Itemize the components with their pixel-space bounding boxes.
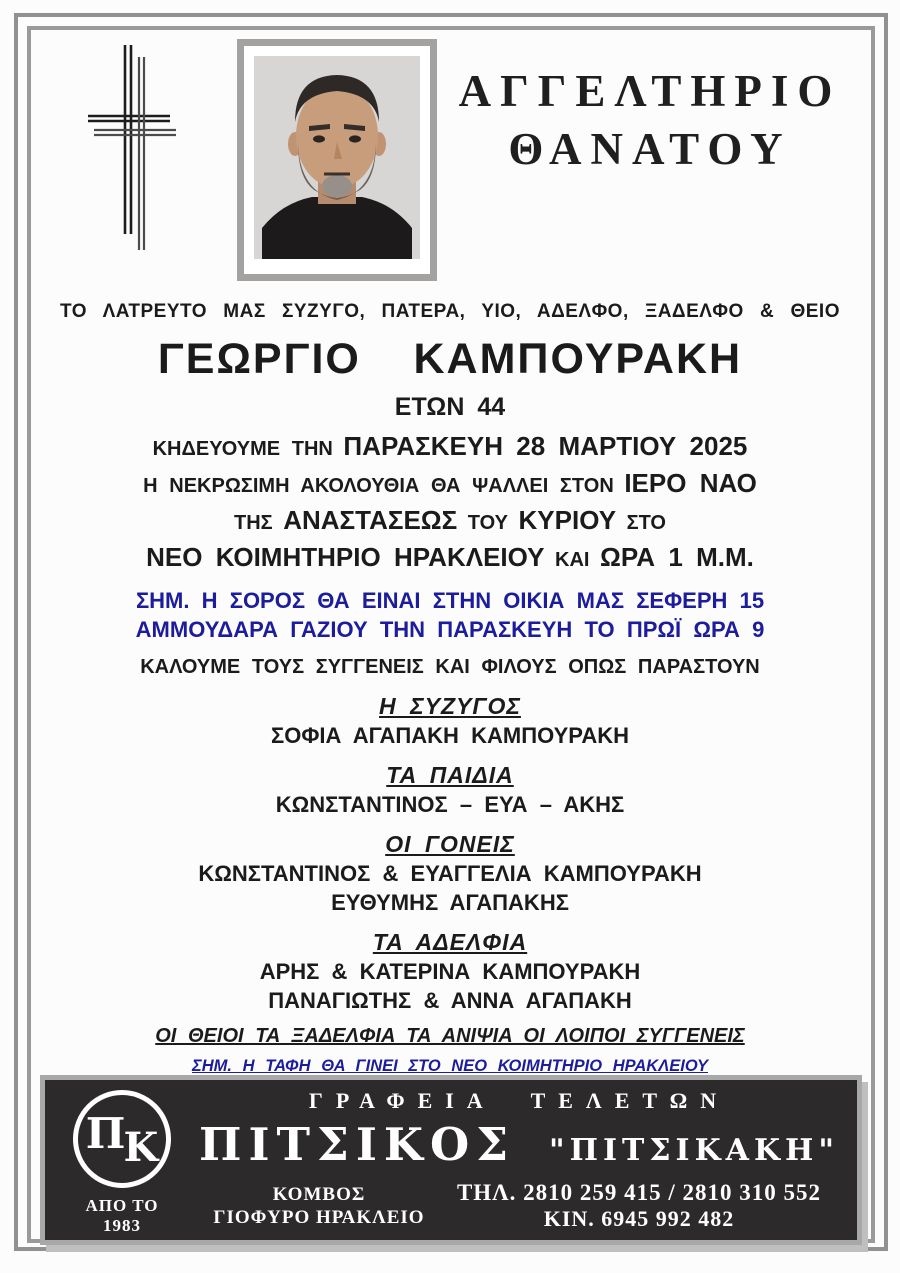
funeral-line-3	[55, 504, 845, 541]
since-line-1: ΑΠΟ ΤΟ	[85, 1196, 159, 1215]
funeral-line-2	[55, 467, 845, 504]
wake-note-line-1: ΣΗΜ. Η ΣΟΡΟΣ ΘΑ ΕΙΝΑΙ ΣΤΗΝ ΟΙΚΙΑ ΜΑΣ ΣΕΦΕΡΗ 15	[135, 588, 765, 613]
funeral-line-3-seg-2: ΑΝΑΣΤΑΣΕΩΣ	[283, 505, 458, 535]
siblings-name-1: ΑΡΗΣ & ΚΑΤΕΡΙΝΑ ΚΑΜΠΟΥΡΑΚΗ	[259, 959, 641, 984]
siblings-heading: ΤΑ ΑΔΕΛΦΙΑ	[372, 929, 528, 955]
funeral-line-4-seg-2: ΚΑΙ	[555, 549, 590, 571]
funeral-line-1-seg-1: ΚΗΔΕΥΟΥΜΕ ΤΗΝ	[152, 438, 333, 460]
funeral-line-1	[55, 430, 845, 467]
family-section-parents	[55, 830, 845, 916]
wake-note-line-2: ΑΜΜΟΥΔΑΡΑ ΓΑΖΙΟΥ ΤΗΝ ΠΑΡΑΣΚΕΥΗ ΤΟ ΠΡΩΪ ΩΡΑ 9	[135, 617, 765, 642]
age-line: ΕΤΩΝ 44	[394, 393, 506, 421]
since-line-2: 1983	[103, 1216, 141, 1235]
funeral-line-3-seg-3: ΤΟΥ	[467, 512, 508, 534]
portrait-photo	[254, 56, 420, 259]
children-names: ΚΩΝΣΤΑΝΤΙΝΟΣ – ΕΥΑ – ΑΚΗΣ	[275, 792, 625, 817]
funeral-line-2-seg-2: ΙΕΡΟ ΝΑΟ	[624, 468, 757, 498]
footer-bottom-row	[199, 1179, 839, 1232]
family-section-siblings	[55, 928, 845, 1014]
address-line-2: ΓΙΟΦΥΡΟ ΗΡΑΚΛΕΙΟ	[213, 1206, 425, 1228]
funeral-line-1-seg-2: ΠΑΡΑΣΚΕΥΗ 28 ΜΑΡΤΙΟΥ 2025	[343, 431, 748, 461]
funeral-home-phones	[439, 1179, 839, 1232]
funeral-line-3-seg-5: ΣΤΟ	[626, 512, 666, 534]
relatives-line: ΟΙ ΘΕΙΟΙ ΤΑ ΞΑΔΕΛΦΙΑ ΤΑ ΑΝΙΨΙΑ ΟΙ ΛΟΙΠΟΙ ΣΥΓΓΕΝΕΙΣ	[155, 1025, 745, 1047]
funeral-line-3-seg-1: ΤΗΣ	[233, 512, 273, 534]
siblings-name-2: ΠΑΝΑΓΙΩΤΗΣ & ΑΝΝΑ ΑΓΑΠΑΚΗ	[268, 988, 632, 1013]
funeral-line-3-seg-4: ΚΥΡΙΟΥ	[518, 505, 617, 535]
funeral-line-4	[55, 541, 845, 578]
funeral-home-info	[199, 1080, 857, 1240]
spouse-heading: Η ΣΥΖΥΓΟΣ	[379, 693, 521, 719]
children-heading: ΤΑ ΠΑΙΔΙΑ	[386, 762, 514, 788]
title-line-1: ΑΓΓΕΛΤΗΡΙΟ	[458, 66, 842, 116]
parents-heading: ΟΙ ΓΟΝΕΙΣ	[385, 831, 515, 857]
logo-letter-2: Κ	[123, 1123, 159, 1171]
since-label	[45, 1196, 199, 1236]
wake-note	[55, 586, 845, 644]
funeral-home-address	[199, 1183, 439, 1229]
memorial-cross-icon	[86, 42, 176, 260]
funeral-line-4-seg-1: ΝΕΟ ΚΟΙΜΗΤΗΡΙΟ ΗΡΑΚΛΕΙΟΥ	[146, 542, 545, 572]
deceased-name: ΓΕΩΡΓΙΟ ΚΑΜΠΟΥΡΑΚΗ	[157, 335, 743, 383]
parents-name-2: ΕΥΘΥΜΗΣ ΑΓΑΠΑΚΗΣ	[331, 890, 569, 915]
phone-numbers: ΤΗΛ. 2810 259 415 / 2810 310 552	[456, 1180, 822, 1205]
parents-name-1: ΚΩΝΣΤΑΝΤΙΝΟΣ & ΕΥΑΓΓΕΛΙΑ ΚΑΜΠΟΥΡΑΚΗ	[198, 861, 702, 886]
invitation-line: ΚΑΛΟΥΜΕ ΤΟΥΣ ΣΥΓΓΕΝΕΙΣ ΚΑΙ ΦΙΛΟΥΣ ΟΠΩΣ ΠΑΡΑΣΤΟΥΝ	[140, 656, 760, 678]
funeral-details	[55, 430, 845, 578]
portrait-photo-frame	[237, 39, 437, 281]
company-name-quoted: "ΠΙΤΣΙΚΑΚΗ"	[549, 1133, 839, 1168]
funeral-home-tagline: ΓΡΑΦΕΙΑ ΤΕΛΕΤΩΝ	[308, 1088, 730, 1113]
family-section-children	[55, 761, 845, 818]
title-line-2: ΘΑΝΑΤΟΥ	[508, 124, 792, 174]
company-name: ΠΙΤΣΙΚΟΣ	[199, 1118, 516, 1171]
family-section-spouse	[55, 692, 845, 749]
funeral-home-logo	[73, 1090, 171, 1188]
mobile-number: ΚΙΝ. 6945 992 482	[543, 1206, 735, 1231]
funeral-line-4-seg-3: ΩΡΑ 1 Μ.Μ.	[600, 542, 754, 572]
logo-letter-1: Π	[85, 1108, 126, 1158]
funeral-line-2-seg-1: Η ΝΕΚΡΩΣΙΜΗ ΑΚΟΛΟΥΘΙΑ ΘΑ ΨΑΛΛΕΙ ΣΤΟΝ	[143, 475, 614, 497]
funeral-home-footer	[40, 1075, 862, 1245]
intro-line: ΤΟ ΛΑΤΡΕΥΤΟ ΜΑΣ ΣΥΖΥΓΟ, ΠΑΤΕΡΑ, ΥΙΟ, ΑΔΕΛΦΟ, ΞΑΔΕΛΦΟ & ΘΕΙΟ	[60, 301, 840, 322]
page-title	[455, 62, 845, 178]
funeral-home-logo-column	[45, 1080, 199, 1240]
burial-note: ΣΗΜ. Η ΤΑΦΗ ΘΑ ΓΙΝΕΙ ΣΤΟ ΝΕΟ ΚΟΙΜΗΤΗΡΙΟ ΗΡΑΚΛΕΙΟΥ	[192, 1057, 708, 1075]
address-line-1: ΚΟΜΒΟΣ	[272, 1183, 366, 1205]
spouse-name: ΣΟΦΙΑ ΑΓΑΠΑΚΗ ΚΑΜΠΟΥΡΑΚΗ	[271, 723, 629, 748]
announcement-body	[55, 300, 845, 1076]
funeral-home-name-row	[199, 1118, 839, 1171]
